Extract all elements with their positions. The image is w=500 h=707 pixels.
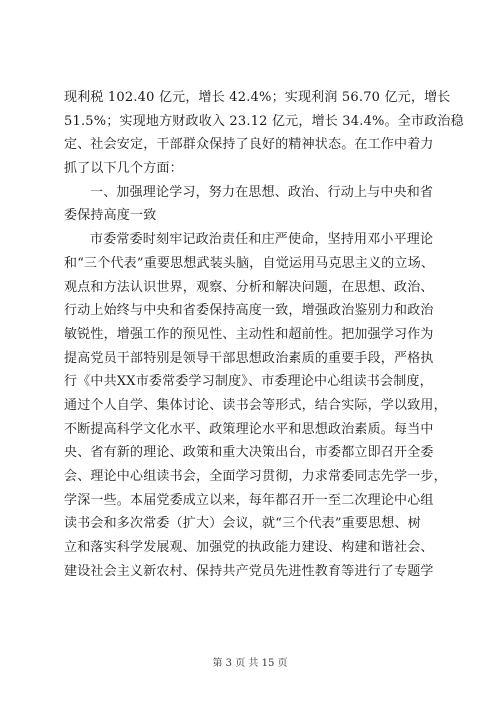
text-line: 市委常委时刻牢记政治责任和庄严使命，坚持用邓小平理论 [90, 232, 434, 248]
text-line: 观点和方法认识世界，观察、分析和解决问题，在思想、政治、 [64, 279, 434, 295]
text-line: 敏锐性，增强工作的预见性、主动性和超前性。把加强学习作为 [64, 326, 434, 342]
text-line: 行动上始终与中央和省委保持高度一致，增强政治鉴别力和政治 [64, 303, 434, 319]
section-heading-line: 委保持高度一致 [64, 208, 157, 224]
text-line: 读书会和多次常委（扩大）会议，就“三个代表”重要思想、树 [64, 516, 421, 532]
page-number-footer: 第 3 页 共 15 页 [212, 658, 288, 669]
text-line: 建设社会主义新农村、保持共产党员先进性教育等进行了专题学 [64, 563, 434, 579]
text-line: 51.5%；实现地方财政收入 23.12 亿元，增长 34.4%。全市政治稳 [64, 113, 464, 129]
text-line: 现利税 102.40 亿元，增长 42.4%；实现利润 56.70 亿元，增长 [64, 90, 451, 105]
text-line: 通过个人自学、集体讨论、读书会等形式，结合实际，学以致用， [64, 397, 447, 413]
text-line: 提高党员干部特别是领导干部思想政治素质的重要手段，严格执 [64, 350, 434, 366]
text-line: 定、社会安定，干部群众保持了良好的精神状态。在工作中着力 [64, 137, 434, 153]
text-line: 学深一些。本届党委成立以来，每年都召开一至二次理论中心组 [64, 492, 434, 508]
section-heading-line: 一、加强理论学习，努力在思想、政治、行动上与中央和省 [90, 184, 434, 200]
text-line: 和“三个代表”重要思想武装头脑，自觉运用马克思主义的立场、 [64, 255, 435, 271]
text-line: 央、省有新的理论、政策和重大决策出台，市委都立即召开全委 [64, 445, 434, 461]
text-line: 抓了以下几个方面： [64, 161, 183, 177]
text-line: 行《中共XX市委常委学习制度》、市委理论中心组读书会制度， [64, 374, 433, 390]
text-line: 不断提高科学文化水平、政策理论水平和思想政治素质。每当中 [64, 421, 434, 437]
text-line: 立和落实科学发展观、加强党的执政能力建设、构建和谐社会、 [64, 540, 434, 556]
text-line: 会、理论中心组读书会，全面学习贯彻，力求常委同志先学一步， [64, 469, 447, 484]
body-text [64, 86, 464, 583]
